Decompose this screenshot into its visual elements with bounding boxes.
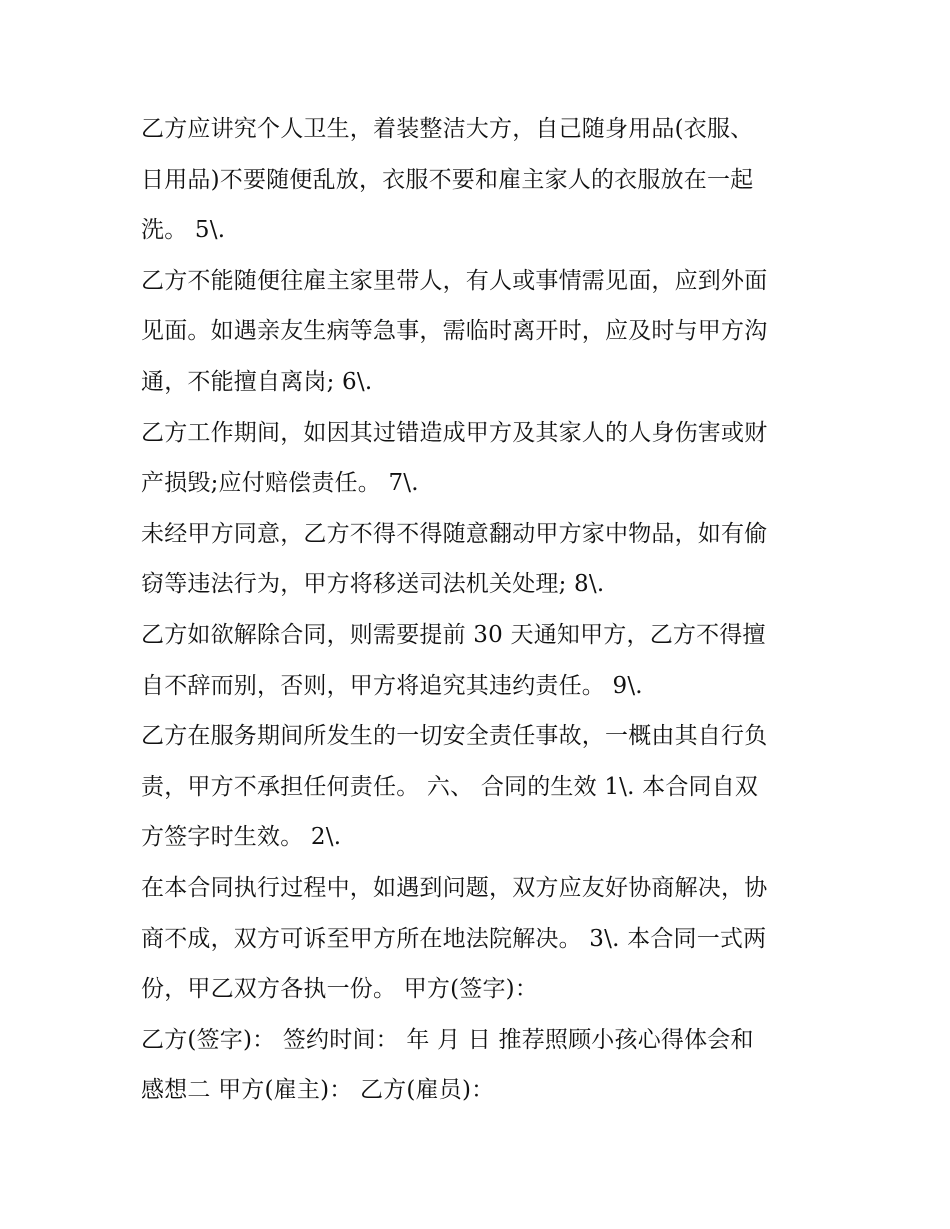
text-line: 见面。如遇亲友生病等急事，需临时离开时，应及时与甲方沟 — [141, 318, 768, 345]
text-line: 方签字时生效。 2\. — [141, 824, 342, 851]
text-line: 产损毁;应付赔偿责任。 7\. — [141, 470, 419, 497]
text-line: 通，不能擅自离岗; 6\. — [141, 368, 373, 395]
text-line: 乙方工作期间，如因其过错造成甲方及其家人的人身伤害或财 — [141, 419, 768, 446]
text-line: 日用品)不要随便乱放，衣服不要和雇主家人的衣服放在一起 — [141, 166, 754, 193]
text-line: 未经甲方同意，乙方不得不得随意翻动甲方家中物品，如有偷 — [141, 520, 768, 547]
text-line: 自不辞而别，否则，甲方将追究其违约责任。 9\. — [141, 672, 643, 699]
text-line: 洗。 5\. — [141, 217, 226, 244]
text-line: 感想二 甲方(雇主)： 乙方(雇员)： — [141, 1077, 495, 1104]
text-line: 在本合同执行过程中，如遇到问题，双方应友好协商解决，协 — [141, 874, 768, 901]
text-line: 商不成，双方可诉至甲方所在地法院解决。 3\. 本合同一式两 — [141, 925, 767, 952]
text-line: 份，甲乙双方各执一份。 甲方(签字)： — [141, 976, 539, 1003]
document-body — [141, 104, 821, 1116]
text-line: 乙方应讲究个人卫生，着装整洁大方，自己随身用品(衣服、 — [141, 116, 754, 142]
text-line: 乙方(签字)： 签约时间： 年 月 日 推荐照顾小孩心得体会和 — [141, 1026, 754, 1053]
text-line: 乙方在服务期间所发生的一切安全责任事故，一概由其自行负 — [141, 723, 768, 750]
text-line: 责，甲方不承担任何责任。 六、 合同的生效 1\. 本合同自双 — [141, 773, 759, 800]
text-line: 窃等违法行为，甲方将移送司法机关处理; 8\. — [141, 571, 605, 598]
text-line: 乙方如欲解除合同，则需要提前 30 天通知甲方，乙方不得擅 — [141, 621, 766, 648]
text-line: 乙方不能随便往雇主家里带人，有人或事情需见面，应到外面 — [141, 267, 768, 294]
